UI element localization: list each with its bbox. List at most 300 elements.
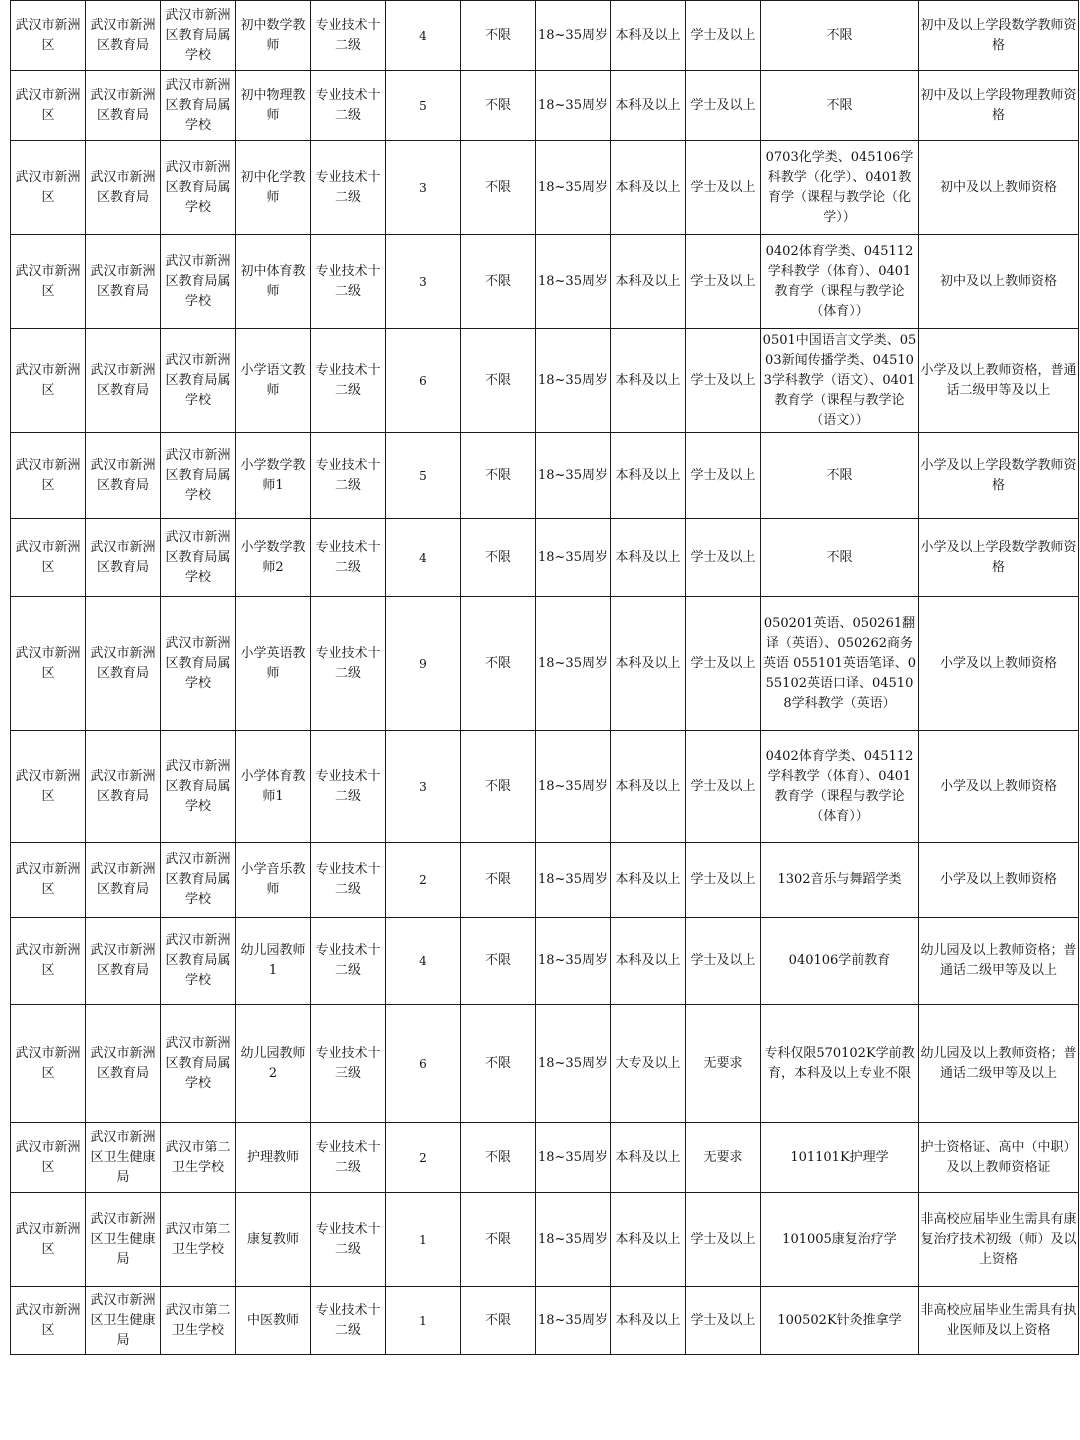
cell-text: 武汉市新洲区: [15, 87, 81, 123]
cell-position: [236, 71, 311, 141]
cell-other-requirements: [919, 141, 1079, 235]
cell-major: [761, 235, 919, 329]
cell-text: 武汉市新洲区教育局属学校: [165, 352, 231, 408]
cell-age: [536, 519, 611, 597]
cell-position: [236, 433, 311, 519]
cell-text: 护理教师: [246, 1149, 299, 1165]
cell-unit: [161, 918, 236, 1005]
cell-age: [536, 843, 611, 918]
cell-text: 武汉市新洲区: [15, 169, 81, 205]
cell-text: 4: [419, 28, 427, 43]
cell-text: 不限: [484, 872, 511, 887]
cell-text: 不限: [826, 97, 853, 113]
cell-department: [86, 71, 161, 141]
cell-text: 武汉市新洲区: [15, 1045, 81, 1081]
cell-gender: [461, 731, 536, 843]
cell-unit: [161, 141, 236, 235]
cell-unit: [161, 1, 236, 71]
cell-unit: [161, 1193, 236, 1287]
cell-text: 18~35周岁: [538, 872, 608, 887]
cell-text: 不限: [484, 953, 511, 968]
cell-major: [761, 597, 919, 731]
cell-other-requirements: [919, 1, 1079, 71]
cell-text: 武汉市新洲区教育局: [90, 169, 156, 205]
table-row: [11, 71, 1079, 141]
cell-age: [536, 1, 611, 71]
cell-gender: [461, 1123, 536, 1193]
cell-grade: [311, 597, 386, 731]
cell-text: 不限: [484, 27, 511, 43]
cell-text: 050201英语、050261翻译（英语）、050262商务英语 055101英语笔译、055102英语口译、045108学科教学（英语）: [762, 615, 917, 711]
cell-count: [386, 1, 461, 71]
cell-text: 武汉市新洲区: [15, 362, 81, 398]
cell-text: 专业技术十二级: [315, 943, 381, 978]
cell-degree: [686, 1287, 761, 1355]
cell-text: 不限: [826, 467, 853, 483]
recruitment-table: [10, 0, 1079, 1355]
cell-position: [236, 235, 311, 329]
table-row: [11, 843, 1079, 918]
cell-count: [386, 141, 461, 235]
cell-text: 本科及以上: [615, 179, 681, 195]
cell-grade: [311, 1123, 386, 1193]
cell-unit: [161, 235, 236, 329]
cell-text: 专业技术十二级: [315, 263, 381, 299]
recruitment-table-container: [10, 0, 1078, 1355]
cell-text: 18~35周岁: [538, 467, 608, 483]
cell-text: 不限: [484, 97, 511, 113]
cell-degree: [686, 71, 761, 141]
cell-other-requirements: [919, 843, 1079, 918]
cell-text: 本科及以上: [615, 27, 681, 43]
cell-education: [611, 1287, 686, 1355]
cell-text: 18~35周岁: [538, 1055, 608, 1071]
cell-text: 武汉市新洲区: [15, 263, 81, 299]
cell-text: 武汉市新洲区卫生健康局: [90, 1129, 156, 1185]
cell-text: 初中数学教师: [240, 17, 306, 53]
cell-area: [11, 433, 86, 519]
cell-degree: [686, 519, 761, 597]
cell-other-requirements: [919, 433, 1079, 519]
cell-text: 本科及以上: [615, 1149, 681, 1165]
cell-unit: [161, 329, 236, 433]
cell-department: [86, 918, 161, 1005]
cell-grade: [311, 731, 386, 843]
cell-major: [761, 1287, 919, 1355]
cell-age: [536, 1287, 611, 1355]
cell-gender: [461, 433, 536, 519]
cell-text: 6: [419, 373, 427, 388]
cell-text: 中医教师: [246, 1312, 299, 1328]
cell-text: 不限: [484, 549, 511, 565]
cell-text: 学士及以上: [690, 778, 756, 794]
cell-education: [611, 731, 686, 843]
cell-other-requirements: [919, 1123, 1079, 1193]
cell-unit: [161, 519, 236, 597]
cell-position: [236, 1123, 311, 1193]
cell-text: 武汉市新洲区教育局属学校: [165, 159, 231, 215]
cell-text: 武汉市新洲区: [15, 17, 81, 53]
cell-area: [11, 597, 86, 731]
table-row: [11, 918, 1079, 1005]
cell-text: 武汉市新洲区教育局属学校: [165, 933, 231, 988]
cell-age: [536, 329, 611, 433]
cell-text: 学士及以上: [690, 549, 756, 565]
cell-text: 不限: [484, 1149, 511, 1165]
cell-text: 5: [419, 468, 427, 483]
cell-text: 专业技术十二级: [315, 768, 381, 804]
cell-text: 小学及以上教师资格，普通话二级甲等及以上: [920, 362, 1077, 398]
cell-grade: [311, 918, 386, 1005]
cell-text: 3: [419, 274, 427, 289]
cell-text: 武汉市新洲区教育局属学校: [165, 635, 231, 691]
cell-text: 18~35周岁: [538, 27, 608, 43]
cell-text: 0501中国语言文学类、0503新闻传播学类、045103学科教学（语文）、0401教育学（课程与教学论（语文））: [762, 332, 917, 428]
cell-text: 康复教师: [246, 1231, 299, 1247]
cell-text: 专业技术十二级: [315, 862, 381, 897]
cell-gender: [461, 235, 536, 329]
cell-degree: [686, 843, 761, 918]
cell-text: 不限: [484, 273, 511, 289]
cell-text: 专业技术十三级: [315, 1045, 381, 1081]
cell-degree: [686, 1005, 761, 1123]
cell-text: 专业技术十二级: [315, 87, 381, 123]
cell-education: [611, 71, 686, 141]
cell-other-requirements: [919, 329, 1079, 433]
cell-text: 3: [419, 180, 427, 195]
cell-text: 不限: [826, 549, 853, 565]
cell-text: 本科及以上: [615, 778, 681, 794]
cell-major: [761, 1005, 919, 1123]
cell-text: 18~35周岁: [538, 179, 608, 195]
cell-text: 学士及以上: [690, 872, 756, 887]
cell-major: [761, 918, 919, 1005]
cell-area: [11, 235, 86, 329]
table-row: [11, 1193, 1079, 1287]
cell-text: 武汉市新洲区卫生健康局: [90, 1211, 156, 1267]
cell-text: 武汉市新洲区: [15, 645, 81, 681]
cell-gender: [461, 1287, 536, 1355]
cell-text: 学士及以上: [690, 953, 756, 968]
cell-department: [86, 1123, 161, 1193]
cell-other-requirements: [919, 519, 1079, 597]
cell-text: 不限: [484, 1231, 511, 1247]
table-row: [11, 597, 1079, 731]
cell-grade: [311, 1193, 386, 1287]
cell-text: 武汉市新洲区教育局属学校: [165, 1035, 231, 1091]
cell-grade: [311, 519, 386, 597]
cell-text: 不限: [484, 467, 511, 483]
cell-age: [536, 1005, 611, 1123]
cell-grade: [311, 329, 386, 433]
cell-text: 武汉市新洲区教育局属学校: [165, 852, 231, 907]
cell-gender: [461, 329, 536, 433]
cell-position: [236, 1193, 311, 1287]
cell-education: [611, 235, 686, 329]
cell-area: [11, 1, 86, 71]
cell-text: 小学体育教师1: [240, 768, 306, 804]
cell-count: [386, 597, 461, 731]
cell-text: 1302音乐与舞蹈学类: [777, 872, 902, 887]
cell-education: [611, 141, 686, 235]
cell-text: 不限: [484, 1312, 511, 1328]
cell-text: 专业技术十二级: [315, 17, 381, 53]
cell-text: 武汉市第二卫生学校: [165, 1139, 231, 1175]
cell-text: 18~35周岁: [538, 273, 608, 289]
cell-text: 18~35周岁: [538, 1231, 608, 1247]
cell-position: [236, 597, 311, 731]
cell-text: 专业技术十二级: [315, 169, 381, 205]
cell-text: 初中体育教师: [240, 263, 306, 299]
cell-text: 本科及以上: [615, 1312, 681, 1328]
cell-education: [611, 1123, 686, 1193]
cell-text: 0402体育学类、045112学科教学（体育）、0401教育学（课程与教学论（体育））: [765, 748, 914, 824]
cell-other-requirements: [919, 1287, 1079, 1355]
cell-position: [236, 1287, 311, 1355]
cell-other-requirements: [919, 597, 1079, 731]
cell-text: 武汉市新洲区教育局属学校: [165, 758, 231, 814]
cell-gender: [461, 597, 536, 731]
cell-text: 学士及以上: [690, 1231, 756, 1247]
cell-text: 初中及以上学段物理教师资格: [920, 87, 1077, 123]
cell-text: 本科及以上: [615, 872, 681, 887]
cell-text: 0402体育学类、045112学科教学（体育）、0401教育学（课程与教学论（体育））: [765, 243, 914, 319]
cell-text: 本科及以上: [615, 655, 681, 671]
cell-major: [761, 433, 919, 519]
cell-unit: [161, 1123, 236, 1193]
cell-text: 不限: [484, 179, 511, 195]
cell-area: [11, 1123, 86, 1193]
cell-unit: [161, 731, 236, 843]
cell-text: 小学数学教师1: [240, 457, 306, 493]
cell-major: [761, 843, 919, 918]
cell-count: [386, 235, 461, 329]
cell-department: [86, 141, 161, 235]
cell-department: [86, 1005, 161, 1123]
cell-age: [536, 1123, 611, 1193]
cell-major: [761, 329, 919, 433]
cell-text: 不限: [484, 372, 511, 388]
cell-age: [536, 235, 611, 329]
cell-text: 040106学前教育: [788, 953, 891, 968]
cell-text: 武汉市新洲区卫生健康局: [90, 1292, 156, 1348]
cell-age: [536, 731, 611, 843]
cell-text: 4: [419, 954, 427, 968]
cell-text: 4: [419, 550, 427, 565]
cell-grade: [311, 141, 386, 235]
cell-text: 武汉市新洲区: [15, 1221, 81, 1257]
cell-gender: [461, 1, 536, 71]
cell-text: 无要求: [703, 1149, 743, 1165]
cell-major: [761, 731, 919, 843]
cell-gender: [461, 141, 536, 235]
cell-age: [536, 71, 611, 141]
cell-text: 1: [419, 1232, 427, 1247]
cell-text: 本科及以上: [615, 467, 681, 483]
cell-count: [386, 433, 461, 519]
cell-text: 专业技术十二级: [315, 1302, 381, 1338]
cell-gender: [461, 918, 536, 1005]
cell-grade: [311, 71, 386, 141]
cell-department: [86, 843, 161, 918]
cell-position: [236, 843, 311, 918]
cell-age: [536, 1193, 611, 1287]
cell-unit: [161, 597, 236, 731]
cell-area: [11, 1287, 86, 1355]
cell-age: [536, 433, 611, 519]
cell-text: 2: [419, 873, 427, 887]
cell-department: [86, 329, 161, 433]
cell-count: [386, 731, 461, 843]
cell-text: 大专及以上: [615, 1055, 681, 1071]
cell-text: 2: [419, 1150, 427, 1165]
cell-grade: [311, 433, 386, 519]
cell-count: [386, 918, 461, 1005]
cell-text: 初中化学教师: [240, 169, 306, 205]
cell-text: 武汉市新洲区: [15, 1302, 81, 1338]
cell-other-requirements: [919, 1193, 1079, 1287]
cell-text: 小学音乐教师: [240, 862, 306, 897]
cell-text: 18~35周岁: [538, 97, 608, 113]
cell-text: 101005康复治疗学: [782, 1231, 897, 1247]
cell-text: 专业技术十二级: [315, 457, 381, 493]
cell-text: 专业技术十二级: [315, 539, 381, 575]
cell-position: [236, 918, 311, 1005]
cell-unit: [161, 1005, 236, 1123]
cell-text: 18~35周岁: [538, 1149, 608, 1165]
cell-text: 0703化学类、045106学科教学（化学）、0401教育学（课程与教学论（化学））: [765, 149, 914, 225]
cell-text: 不限: [484, 778, 511, 794]
cell-text: 初中及以上教师资格: [939, 273, 1057, 289]
table-row: [11, 1005, 1079, 1123]
cell-text: 专业技术十二级: [315, 645, 381, 681]
cell-text: 3: [419, 779, 427, 794]
table-row: [11, 731, 1079, 843]
cell-text: 武汉市新洲区教育局属学校: [165, 447, 231, 503]
cell-other-requirements: [919, 731, 1079, 843]
cell-area: [11, 329, 86, 433]
cell-department: [86, 1193, 161, 1287]
cell-text: 幼儿园教师2: [240, 1045, 306, 1081]
table-row: [11, 1123, 1079, 1193]
cell-text: 5: [419, 98, 427, 113]
cell-count: [386, 843, 461, 918]
cell-text: 18~35周岁: [538, 953, 608, 968]
cell-education: [611, 329, 686, 433]
cell-text: 不限: [484, 655, 511, 671]
cell-text: 18~35周岁: [538, 655, 608, 671]
cell-text: 武汉市新洲区教育局属学校: [165, 7, 231, 63]
cell-text: 100502K针灸推拿学: [777, 1312, 902, 1328]
cell-area: [11, 1005, 86, 1123]
cell-text: 幼儿园教师1: [240, 943, 306, 978]
cell-count: [386, 329, 461, 433]
cell-text: 本科及以上: [615, 372, 681, 388]
cell-position: [236, 1, 311, 71]
cell-text: 小学及以上教师资格: [939, 655, 1057, 671]
cell-text: 武汉市新洲区教育局: [90, 1045, 156, 1081]
cell-text: 小学及以上教师资格: [939, 872, 1057, 887]
cell-unit: [161, 433, 236, 519]
cell-text: 武汉市新洲区教育局: [90, 539, 156, 575]
cell-position: [236, 731, 311, 843]
cell-gender: [461, 1193, 536, 1287]
cell-education: [611, 1193, 686, 1287]
cell-position: [236, 329, 311, 433]
cell-text: 18~35周岁: [538, 549, 608, 565]
cell-degree: [686, 141, 761, 235]
cell-grade: [311, 1005, 386, 1123]
cell-count: [386, 1123, 461, 1193]
cell-gender: [461, 519, 536, 597]
cell-text: 小学英语教师: [240, 645, 306, 681]
cell-position: [236, 141, 311, 235]
cell-text: 本科及以上: [615, 953, 681, 968]
cell-text: 武汉市新洲区教育局: [90, 645, 156, 681]
cell-text: 武汉市新洲区: [15, 457, 81, 493]
cell-department: [86, 519, 161, 597]
cell-text: 本科及以上: [615, 1231, 681, 1247]
cell-count: [386, 71, 461, 141]
cell-text: 初中及以上教师资格: [939, 179, 1057, 195]
cell-text: 6: [419, 1056, 427, 1071]
cell-text: 武汉市第二卫生学校: [165, 1221, 231, 1257]
cell-text: 武汉市新洲区: [15, 1139, 81, 1175]
cell-other-requirements: [919, 235, 1079, 329]
cell-position: [236, 519, 311, 597]
table-row: [11, 1, 1079, 71]
cell-department: [86, 1, 161, 71]
cell-area: [11, 519, 86, 597]
cell-major: [761, 141, 919, 235]
cell-text: 武汉市新洲区: [15, 768, 81, 804]
table-row: [11, 519, 1079, 597]
cell-text: 不限: [826, 27, 853, 43]
cell-text: 初中物理教师: [240, 87, 306, 123]
cell-other-requirements: [919, 918, 1079, 1005]
cell-text: 幼儿园及以上教师资格；普通话二级甲等及以上: [920, 1045, 1077, 1081]
cell-text: 本科及以上: [615, 549, 681, 565]
cell-text: 本科及以上: [615, 97, 681, 113]
cell-education: [611, 1005, 686, 1123]
cell-text: 武汉市新洲区教育局: [90, 362, 156, 398]
cell-text: 武汉市新洲区教育局: [90, 263, 156, 299]
cell-text: 18~35周岁: [538, 372, 608, 388]
cell-department: [86, 1287, 161, 1355]
cell-text: 小学及以上学段数学教师资格: [920, 539, 1077, 575]
cell-text: 非高校应届毕业生需具有执业医师及以上资格: [920, 1302, 1077, 1338]
cell-text: 学士及以上: [690, 1312, 756, 1328]
cell-text: 武汉市新洲区: [15, 862, 81, 897]
cell-grade: [311, 1287, 386, 1355]
cell-text: 武汉市新洲区: [15, 943, 81, 978]
cell-unit: [161, 71, 236, 141]
cell-text: 101101K护理学: [790, 1149, 889, 1165]
cell-text: 专科仅限570102K学前教育，本科及以上专业不限: [764, 1045, 915, 1081]
cell-count: [386, 1287, 461, 1355]
cell-area: [11, 918, 86, 1005]
cell-text: 学士及以上: [690, 372, 756, 388]
cell-text: 1: [419, 1313, 427, 1328]
cell-degree: [686, 918, 761, 1005]
cell-text: 18~35周岁: [538, 1312, 608, 1328]
cell-unit: [161, 843, 236, 918]
cell-major: [761, 519, 919, 597]
cell-age: [536, 141, 611, 235]
cell-text: 武汉市新洲区教育局: [90, 943, 156, 978]
cell-text: 专业技术十二级: [315, 362, 381, 398]
cell-text: 不限: [484, 1055, 511, 1071]
